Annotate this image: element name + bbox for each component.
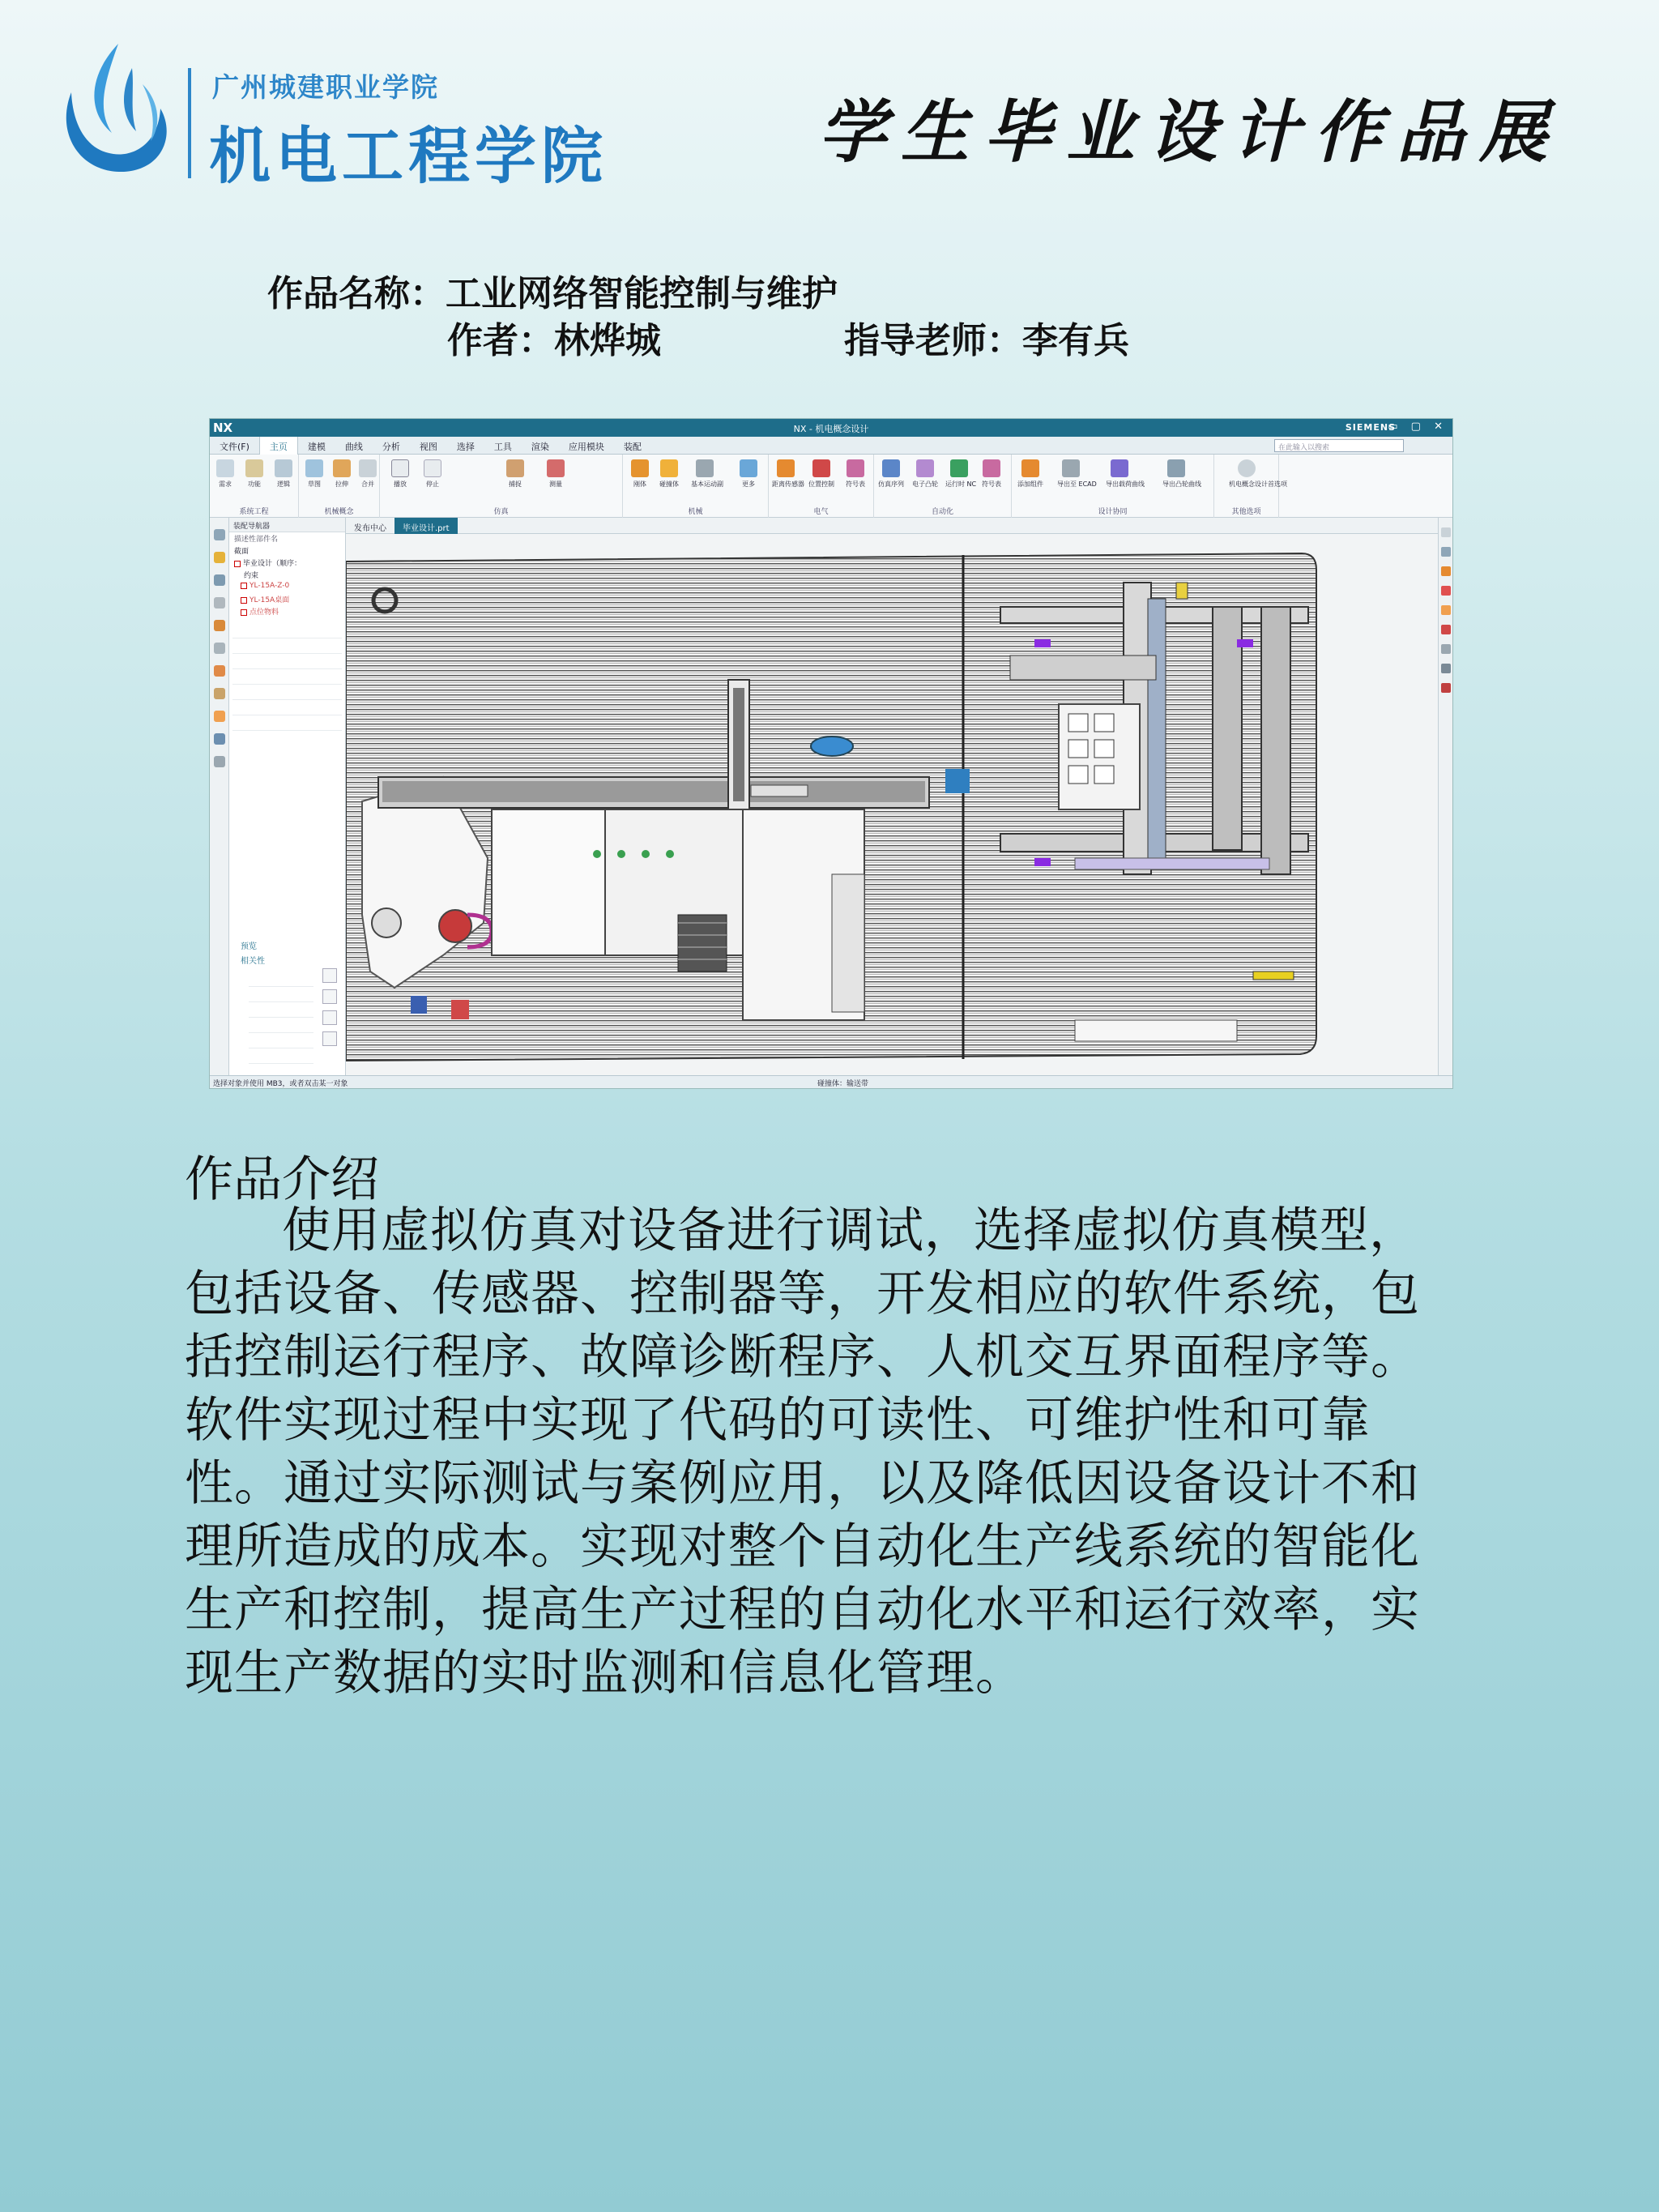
unite-icon	[359, 459, 377, 477]
nav-row-part-1[interactable]: YL-15A-Z-0	[229, 581, 345, 593]
ribbon-btn-export-cam[interactable]: 导出凸轮曲线	[1162, 459, 1190, 489]
ribbon-group-system-eng: 需求 功能 逻辑 系统工程	[210, 455, 299, 518]
ribbon-group-mech-concept: 草图 拉伸 合并 机械概念	[299, 455, 380, 518]
assembly-navigator-icon[interactable]	[214, 574, 225, 586]
checkbox-icon[interactable]	[241, 597, 247, 604]
constraint-icon[interactable]	[214, 597, 225, 609]
function-icon	[245, 459, 263, 477]
college-name: 机电工程学院	[209, 120, 608, 192]
position-control-icon	[812, 459, 830, 477]
resource-bar	[210, 518, 229, 1077]
sensor-icon	[777, 459, 795, 477]
nav-section-preview[interactable]: 预览	[241, 942, 257, 951]
runtime-nc-icon	[950, 459, 968, 477]
ribbon-btn-symbol-table-a[interactable]: 符号表	[978, 459, 1005, 489]
tab-graduation-part[interactable]: 毕业设计.prt	[394, 518, 458, 534]
pen-icon[interactable]	[1441, 683, 1451, 693]
ribbon-group-automation: 仿真序列 电子凸轮 运行时 NC 符号表 自动化	[874, 455, 1012, 518]
measure-icon[interactable]	[1441, 664, 1451, 673]
sketch-icon	[305, 459, 323, 477]
ribbon-btn-position-control[interactable]: 位置控制	[808, 459, 835, 489]
intro-body: 使用虚拟仿真对设备进行调试，选择虚拟仿真模型，包括设备、传感器、控制器等，开发相应的软件系统，包括控制运行程序、故障诊断程序、人机交互界面程序等。软件实现过程中实现了代码的可读性、可维护性和可靠性。通过实际测试与案例应用，以及降低因设备设计不和理所造成的成本。实现对整个自动化生产线系统的智能化生产和控制，提高生产过程的自动化水平和运行效率，实现生产数据的实时监测和信息化管理。	[185, 1202, 1420, 1702]
ribbon-btn-e-cam[interactable]: 电子凸轮	[911, 459, 939, 489]
nav-row-part-2[interactable]: YL-15A桌面	[229, 593, 345, 605]
ribbon-btn-add-component[interactable]: 添加组件	[1017, 459, 1044, 489]
school-name: 广州城建职业学院	[212, 71, 439, 103]
measure-icon	[547, 459, 565, 477]
ribbon-btn-more-mech[interactable]: 更多	[735, 459, 762, 489]
menu-file[interactable]: 文件(F)	[220, 442, 249, 452]
rotate-icon[interactable]	[322, 1010, 337, 1025]
nx-search-input[interactable]: 在此输入以搜索	[1274, 439, 1404, 452]
sequence-icon	[882, 459, 900, 477]
nav-row-section[interactable]: 截面	[234, 548, 249, 556]
ribbon-btn-stop[interactable]: 停止	[419, 459, 446, 489]
right-toolbar	[1438, 518, 1452, 1077]
runtime-icon[interactable]	[214, 643, 225, 654]
ribbon-btn-sim-sequence[interactable]: 仿真序列	[877, 459, 905, 489]
menu-modeling[interactable]: 建模	[307, 442, 326, 452]
nav-section-dependencies[interactable]: 相关性	[241, 957, 265, 966]
nx-logo: NX	[213, 421, 233, 435]
nav-row-constraints[interactable]: 约束	[244, 572, 259, 580]
nx-screenshot	[209, 418, 1453, 1089]
ribbon-btn-logic[interactable]: 逻辑	[270, 459, 297, 489]
signal-icon[interactable]	[214, 688, 225, 699]
tab-release-center[interactable]: 发布中心	[354, 524, 386, 533]
status-bar	[210, 1075, 1452, 1088]
fit-icon[interactable]	[322, 989, 337, 1004]
nav-row-root[interactable]: 毕业设计（顺序：	[229, 557, 345, 569]
ribbon-btn-preferences[interactable]: 机电概念设计首选项	[1229, 459, 1265, 489]
ribbon-btn-collision-body[interactable]: 碰撞体	[655, 459, 683, 489]
symbol-table-icon	[983, 459, 1000, 477]
chart-icon[interactable]	[214, 711, 225, 722]
physics-icon[interactable]	[214, 620, 225, 631]
pan-icon[interactable]	[322, 1031, 337, 1046]
ribbon-btn-export-load[interactable]: 导出载荷曲线	[1106, 459, 1133, 489]
ribbon-group-simulation: 播放 停止 捕捉 测量 仿真	[380, 455, 623, 518]
cam-curve-icon	[1167, 459, 1185, 477]
history-icon[interactable]	[1441, 527, 1451, 537]
checkbox-icon[interactable]	[241, 609, 247, 616]
symbol-table-icon	[847, 459, 864, 477]
eye-icon[interactable]	[1441, 547, 1451, 557]
ribbon-group-collab: 添加组件 导出至 ECAD 导出载荷曲线 导出凸轮曲线 设计协同	[1012, 455, 1214, 518]
ribbon-btn-joint[interactable]: 基本运动副	[691, 459, 719, 489]
menu-tools[interactable]: 工具	[493, 442, 512, 452]
menu-assembly[interactable]: 装配	[623, 442, 642, 452]
exhibit-title: 学生毕业设计作品展	[818, 92, 1563, 172]
status-prompt: 选择对象并使用 MB3，或者双击某一对象	[213, 1080, 348, 1088]
zoom-icon[interactable]	[322, 968, 337, 983]
logo-divider	[188, 68, 191, 178]
checkbox-icon[interactable]	[234, 561, 241, 567]
ribbon-btn-requirement[interactable]: 需求	[211, 459, 239, 489]
checkbox-icon[interactable]	[241, 583, 247, 589]
ribbon-group-mechanical: 刚体 碰撞体 基本运动副 更多 机械	[623, 455, 769, 518]
advisor-label: 指导老师：	[844, 320, 1022, 361]
grid-icon	[740, 459, 757, 477]
sequence-editor-icon[interactable]	[214, 665, 225, 677]
advisor-value: 李有兵	[1022, 320, 1129, 361]
intro-heading: 作品介绍	[185, 1151, 379, 1208]
logic-icon	[275, 459, 292, 477]
ribbon-btn-distance-sensor[interactable]: 距离传感器	[772, 459, 800, 489]
part-icon[interactable]	[1441, 566, 1451, 576]
production-line-model	[346, 534, 1438, 1077]
ribbon-btn-export-ecad[interactable]: 导出至 ECAD	[1057, 459, 1085, 489]
ribbon-btn-runtime-nc[interactable]: 运行时 NC	[945, 459, 973, 489]
author-label: 作者：	[447, 320, 554, 361]
nx-menubar	[210, 437, 1452, 455]
menu-render[interactable]: 渲染	[531, 442, 549, 452]
export-icon	[1062, 459, 1080, 477]
flame-logo-icon	[55, 36, 177, 181]
menu-analysis[interactable]: 分析	[382, 442, 400, 452]
navigator-tools	[322, 968, 340, 1053]
ribbon-group-electrical: 距离传感器 位置控制 符号表 电气	[769, 455, 874, 518]
menu-select[interactable]: 选择	[456, 442, 475, 452]
add-component-icon	[1021, 459, 1039, 477]
menu-curve[interactable]: 曲线	[344, 442, 363, 452]
nx-titlebar	[210, 419, 1452, 437]
collision-body-icon	[660, 459, 678, 477]
author-line	[447, 311, 661, 363]
status-selection: 碰撞体：输送带	[817, 1080, 869, 1088]
ribbon-btn-play[interactable]: 播放	[386, 459, 414, 489]
requirement-icon	[216, 459, 234, 477]
gear-icon[interactable]	[214, 529, 225, 540]
ribbon-btn-snap[interactable]: 捕捉	[501, 459, 529, 489]
work-name-value: 工业网络智能控制与维护	[446, 273, 838, 314]
ribbon-btn-symbol-table-e[interactable]: 符号表	[842, 459, 869, 489]
nx-doc-title: NX - 机电概念设计	[793, 424, 869, 434]
globe-icon[interactable]	[214, 733, 225, 745]
ribbon-btn-unite[interactable]: 合并	[354, 459, 382, 489]
navigator-grid	[232, 623, 342, 745]
advisor-line	[844, 311, 1129, 363]
ribbon-group-options: 机电概念设计首选项 其他选项	[1214, 455, 1279, 518]
nx-ribbon	[210, 455, 1452, 518]
stop-icon	[424, 459, 441, 477]
cam-icon	[916, 459, 934, 477]
nav-row-part-3[interactable]: 点位物料	[229, 605, 345, 617]
menu-home[interactable]: 主页	[259, 437, 298, 455]
menu-applications[interactable]: 应用模块	[568, 442, 604, 452]
assembly-navigator	[229, 518, 346, 1077]
ribbon-btn-function[interactable]: 功能	[241, 459, 268, 489]
load-curve-icon	[1111, 459, 1128, 477]
history-icon[interactable]	[214, 756, 225, 767]
siemens-brand: SIEMENS	[1345, 422, 1396, 433]
play-icon	[391, 459, 409, 477]
gear-icon	[1238, 459, 1256, 477]
work-name-label: 作品名称：	[267, 273, 446, 314]
joint-icon	[696, 459, 714, 477]
menu-view[interactable]: 视图	[419, 442, 437, 452]
ribbon-btn-rigid-body[interactable]: 刚体	[626, 459, 654, 489]
ribbon-btn-extrude[interactable]: 拉伸	[328, 459, 356, 489]
ribbon-btn-sketch[interactable]: 草图	[301, 459, 328, 489]
navigator-lower-grid	[249, 971, 313, 1069]
window-controls[interactable]: ▭ ▢ ✕	[1388, 421, 1448, 433]
rigid-body-icon	[631, 459, 649, 477]
question-icon[interactable]	[1441, 644, 1451, 654]
part-navigator-icon[interactable]	[214, 552, 225, 563]
navigator-title: 装配导航器	[229, 518, 345, 532]
extrude-icon	[333, 459, 351, 477]
ribbon-btn-measure[interactable]: 测量	[542, 459, 569, 489]
text-icon[interactable]	[1441, 625, 1451, 634]
nav-column-header[interactable]: 描述性部件名	[234, 536, 279, 544]
palette-icon[interactable]	[1441, 605, 1451, 615]
work-name-line	[267, 264, 838, 316]
roles-icon[interactable]	[1441, 586, 1451, 596]
graphics-viewport[interactable]	[346, 534, 1438, 1077]
snap-icon	[506, 459, 524, 477]
document-tabs	[346, 518, 1438, 534]
author-value: 林烨城	[554, 320, 661, 361]
